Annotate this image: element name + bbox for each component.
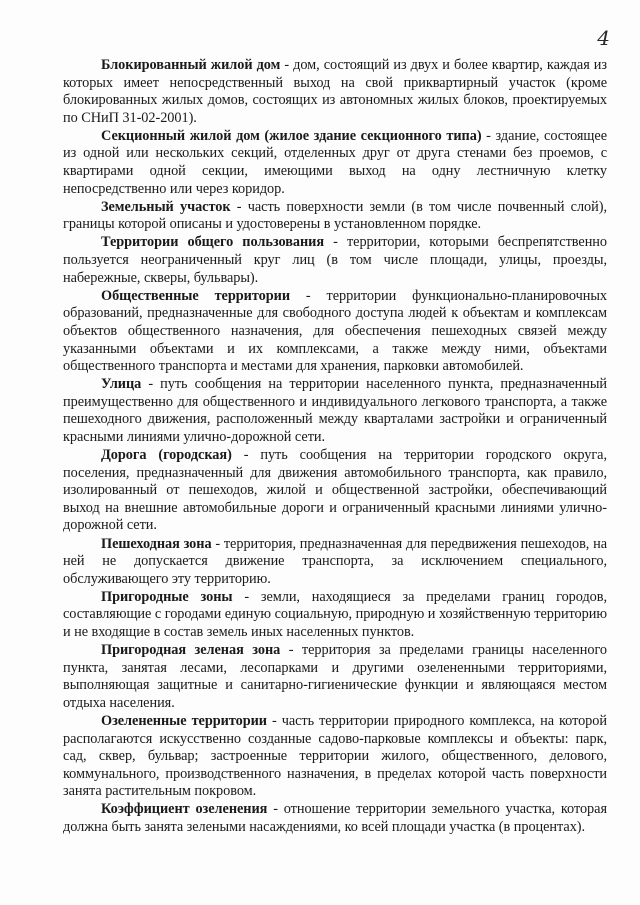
definition-term: Озелененные территории xyxy=(101,712,267,729)
definition-paragraph: Секционный жилой дом (жилое здание секционного типа) - здание, состоящее из одной или нескольких секций, отделенных друг от друга стенами без проемов, с квартирами одной секции, имеющими выход на одну лестничную клетку непосредственно или через коридор. xyxy=(63,127,607,197)
definition-term: Блокированный жилой дом xyxy=(101,57,281,73)
definition-paragraph: Пешеходная зона - территория, предназначенная для передвижения пешеходов, на ней не допускается движение транспорта, за исключением специального, обслуживающего эту территорию. xyxy=(63,535,608,587)
definition-text: путь сообщения на территории населенного пункта, предназначенный преимущественно для общественного и индивидуального легкового транспорта, а также пешеходного движения, расположенный между кварталами застройки и ограниченный красными линиями улично-дорожной сети. xyxy=(63,376,607,445)
definitions-list xyxy=(63,57,607,837)
definition-text: территория за пределами границы населенного пункта, занятая лесами, лесопарками и другими озелененными территориями, выполняющая защитные и санитарно-гигиенические функции и являющаяся местом отдыха населения. xyxy=(63,642,608,711)
definition-term: Территории общего пользования xyxy=(101,234,325,251)
definition-text: здание, состоящее из одной или нескольких секций, отделенных друг от друга стенами без проемов, с квартирами одной секции, имеющими выход на одну лестничную клетку непосредственно или через коридор. xyxy=(63,127,607,197)
definition-text: отношение территории земельного участка, которая должна быть занята зелеными насаждениями, ко всей площади участка (в процентах). xyxy=(63,801,607,836)
definition-term: Улица xyxy=(101,376,142,393)
definition-text: часть поверхности земли (в том числе почвенный слой), границы которой описаны и удостоверены в установленном порядке. xyxy=(63,198,607,233)
definition-term: Пешеходная зона xyxy=(101,535,212,552)
definition-text: часть территории природного комплекса, на которой располагаются искусственно созданные садово-парковые комплексы и объекты: парк, сад, сквер, бульвар; застроенные территории жилого, общественного, делового, коммунального, производственного назначения, в пределах которой часть поверхности занята растительным покровом. xyxy=(63,712,607,800)
definition-text: территории функционально-планировочных образований, предназначенные для свободного доступа людей к объектам и комплексам объектов общественного назначения, для обеспечения пешеходных связей между указанными объектами и их комплексами, а также между ними, объектами общественного транспорта и местами для хранения, парковки автомобилей. xyxy=(63,287,608,375)
definition-text: дом, состоящий из двух и более квартир, каждая из которых имеет непосредственный выход на свой приквартирный участок (кроме блокированных жилых домов, состоящих из автономных жилых блоков, проектируемых по СНиП 31-02-2001). xyxy=(63,57,607,126)
definition-paragraph: Улица - путь сообщения на территории населенного пункта, предназначенный преимущественно для общественного и индивидуального легкового транспорта, а также пешеходного движения, расположенный между кварталами застройки и ограниченный красными линиями улично-дорожной сети. xyxy=(63,376,607,445)
definition-paragraph: Пригородная зеленая зона - территория за пределами границы населенного пункта, занятая лесами, лесопарками и другими озелененными территориями, выполняющая защитные и санитарно-гигиенические функции и являющаяся местом отдыха населения. xyxy=(63,642,608,711)
definition-text: территория, предназначенная для передвижения пешеходов, на ней не допускается движение транспорта, за исключением специального, обслуживающего эту территорию. xyxy=(63,535,608,587)
definition-term: Земельный участок xyxy=(101,198,231,215)
definition-text: путь сообщения на территории городского округа, поселения, предназначенный для движения автомобильного транспорта, как правило, изолированный от пешеходов, жилой и общественной застройки, обеспечивающий выход на внешние автомобильные дороги и ограниченный красными линиями улично-дорожной сети. xyxy=(63,447,607,534)
definition-term: Общественные территории xyxy=(101,287,291,304)
definition-paragraph: Территории общего пользования - территории, которыми беспрепятственно пользуется неограниченный круг лиц (в том числе площади, улицы, проезды, набережные, скверы, бульвары). xyxy=(63,234,607,286)
definition-paragraph: Земельный участок - часть поверхности земли (в том числе почвенный слой), границы которой описаны и удостоверены в установленном порядке. xyxy=(63,198,607,233)
definition-paragraph: Пригородные зоны - земли, находящиеся за пределами границ городов, составляющие с городами единую социальную, природную и хозяйственную территорию и не входящие в состав земель иных населенных пунктов. xyxy=(63,588,607,640)
definition-paragraph: Блокированный жилой дом - дом, состоящий из двух и более квартир, каждая из которых имеет непосредственный выход на свой приквартирный участок (кроме блокированных жилых домов, состоящих из автономных жилых блоков, проектируемых по СНиП 31-02-2001). xyxy=(63,57,607,126)
definition-paragraph: Дорога (городская) - путь сообщения на территории городского округа, поселения, предназначенный для движения автомобильного транспорта, как правило, изолированный от пешеходов, жилой и общественной застройки, обеспечивающий выход на внешние автомобильные дороги и ограниченный красными линиями улично-дорожной сети. xyxy=(63,447,607,534)
definition-term: Секционный жилой дом (жилое здание секционного типа) xyxy=(101,127,482,144)
definition-paragraph: Озелененные территории - часть территории природного комплекса, на которой располагаются искусственно созданные садово-парковые комплексы и объекты: парк, сад, сквер, бульвар; застроенные территории жилого, общественного, делового, коммунального, производственного назначения, в пределах которой часть поверхности занята растительным покровом. xyxy=(63,712,607,800)
definition-text: земли, находящиеся за пределами границ городов, составляющие с городами единую социальную, природную и хозяйственную территорию и не входящие в состав земель иных населенных пунктов. xyxy=(63,588,607,640)
definition-text: территории, которыми беспрепятственно пользуется неограниченный круг лиц (в том числе площади, улицы, проезды, набережные, скверы, бульвары). xyxy=(63,234,607,286)
definition-paragraph: Общественные территории - территории функционально-планировочных образований, предназначенные для свободного доступа людей к объектам и комплексам объектов общественного назначения, для обеспечения пешеходных связей между указанными объектами и их комплексами, а также между ними, объектами общественного транспорта и местами для хранения, парковки автомобилей. xyxy=(63,287,608,375)
definition-term: Коэффициент озеленения xyxy=(101,801,268,818)
definition-paragraph: Коэффициент озеленения - отношение территории земельного участка, которая должна быть занята зелеными насаждениями, ко всей площади участка (в процентах). xyxy=(63,801,607,836)
definition-term: Пригородные зоны xyxy=(101,588,233,605)
definition-term: Пригородная зеленая зона xyxy=(101,642,281,659)
page-number: 4 xyxy=(597,26,610,50)
definition-term: Дорога (городская) xyxy=(101,447,232,464)
